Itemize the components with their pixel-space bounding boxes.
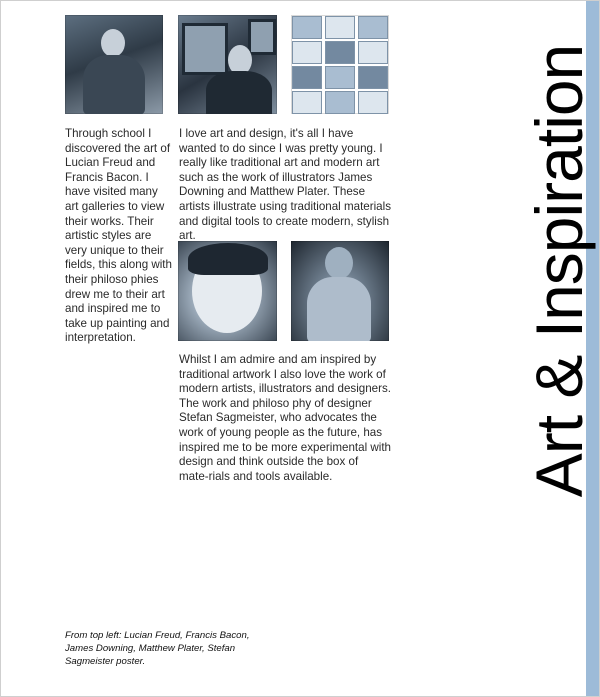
- illustration-tile: [325, 91, 355, 114]
- paragraph-right-bottom: Whilst I am admire and am inspired by traditional artwork I also love the work of modern artists, illustrators and designers. The work and philoso phy of designer Stefan Sagmeister, who advocates the work of young people as the future, has inspired me to be more experimental with design and think outside the box of mate-rials and tools available.: [179, 353, 392, 483]
- portrait-matthew-plater: [178, 241, 277, 341]
- illustration-tile: [358, 91, 388, 114]
- illustration-tile: [292, 41, 322, 64]
- painting-frame: [182, 23, 228, 75]
- illustration-tile: [358, 66, 388, 89]
- figure-body: [206, 71, 272, 114]
- illustration-tile: [358, 16, 388, 39]
- illustration-tile: [358, 41, 388, 64]
- illustration-tile: [325, 66, 355, 89]
- illustration-tile: [292, 66, 322, 89]
- illustration-tile: [292, 16, 322, 39]
- photo-francis-bacon: [178, 15, 277, 114]
- image-caption: From top left: Lucian Freud, Francis Bacon, James Downing, Matthew Plater, Stefan Sagmeister poster.: [65, 630, 250, 667]
- figure-head: [101, 29, 125, 57]
- illustration-tile: [325, 16, 355, 39]
- hair-shape: [188, 243, 268, 275]
- poster-stefan-sagmeister: [291, 241, 389, 341]
- figure-head: [325, 247, 353, 279]
- paragraph-right-top: I love art and design, it's all I have wanted to do since I was pretty young. I really like traditional art and modern art such as the work of illustrators James Downing and Matthew Plater. These artists illustrate using traditional materials and digital tools to create modern, stylish art.: [179, 127, 391, 243]
- figure-body: [83, 55, 145, 114]
- photo-lucian-freud: [65, 15, 163, 114]
- painting-frame: [248, 19, 276, 55]
- page-title: Art & Inspiration: [522, 44, 596, 498]
- illustration-tile: [325, 41, 355, 64]
- illustration-james-downing: [291, 15, 389, 114]
- paragraph-left: Through school I discovered the art of Lucian Freud and Francis Bacon. I have visited many art galleries to view their works. Their artistic styles are very unique to their fields, this along with their philoso phies drew me to their art and inspired me to take up painting and interpretation.: [65, 127, 172, 345]
- figure-torso: [307, 277, 371, 341]
- illustration-tile: [292, 91, 322, 114]
